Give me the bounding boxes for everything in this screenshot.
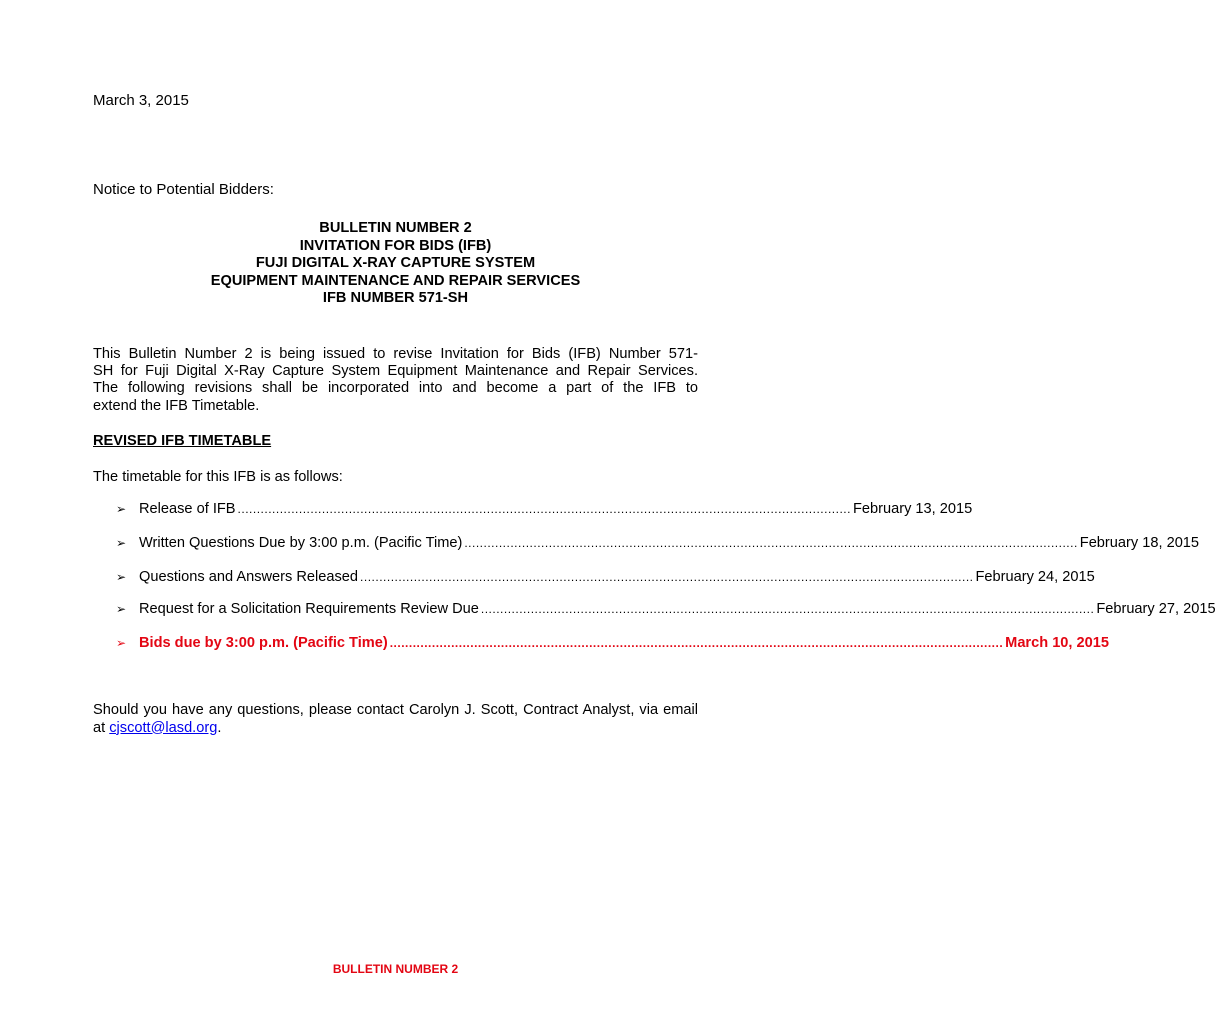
dot-leader: ................................................................................................................................................................ <box>480 602 1095 616</box>
timetable-item-date: February 18, 2015 <box>1079 535 1200 551</box>
closing-period: . <box>217 719 222 736</box>
arrow-bullet-icon: ➢ <box>116 602 127 616</box>
contact-email-link[interactable]: cjscott@lasd.org <box>109 719 218 736</box>
intro-line: The following revisions shall be incorporated into and become a part of the IFB to <box>93 380 698 397</box>
timetable-item <box>116 501 973 521</box>
heading-line: IFB NUMBER 571-SH <box>322 290 469 306</box>
heading-line: BULLETIN NUMBER 2 <box>319 220 472 236</box>
dot-leader: ................................................................................................................................................................ <box>389 636 1004 650</box>
arrow-bullet-icon: ➢ <box>116 536 127 550</box>
timetable-item-date: February 27, 2015 <box>1096 601 1216 617</box>
heading-line: EQUIPMENT MAINTENANCE AND REPAIR SERVICES <box>210 272 581 289</box>
intro-line: extend the IFB Timetable. <box>93 397 260 414</box>
bulletin-heading <box>93 220 698 308</box>
timetable-item-date: March 10, 2015 <box>1005 635 1110 651</box>
timetable-item-label: Bids due by 3:00 p.m. (Pacific Time) <box>139 635 388 651</box>
closing-text: Should you have any questions, please contact Carolyn J. Scott, Contract Analyst, via email at <box>93 702 698 736</box>
heading-line: FUJI DIGITAL X-RAY CAPTURE SYSTEM <box>255 255 536 271</box>
closing-paragraph <box>93 702 698 737</box>
timetable-item-label: Request for a Solicitation Requirements Review Due <box>139 601 479 617</box>
dot-leader: ................................................................................................................................................................ <box>360 570 974 584</box>
timetable-item-date: February 24, 2015 <box>975 569 1095 585</box>
dot-leader: ................................................................................................................................................................ <box>464 536 1078 550</box>
timetable-item-label: Release of IFB <box>139 501 236 517</box>
intro-paragraph <box>93 346 698 415</box>
timetable-item-label: Written Questions Due by 3:00 p.m. (Pacific Time) <box>139 535 463 551</box>
timetable-intro: The timetable for this IFB is as follows: <box>93 469 343 485</box>
timetable-item <box>116 601 1216 621</box>
arrow-bullet-icon: ➢ <box>116 502 127 516</box>
salutation: Notice to Potential Bidders: <box>93 181 274 198</box>
arrow-bullet-icon: ➢ <box>116 570 127 584</box>
timetable-item-date: February 13, 2015 <box>852 501 973 517</box>
timetable-item <box>116 569 1095 589</box>
arrow-bullet-icon: ➢ <box>116 636 127 650</box>
intro-line: This Bulletin Number 2 is being issued to revise Invitation for Bids (IFB) Number 571- <box>93 346 698 362</box>
intro-line: SH for Fuji Digital X-Ray Capture System Equipment Maintenance and Repair Services. <box>93 363 698 380</box>
heading-line: INVITATION FOR BIDS (IFB) <box>299 237 492 254</box>
timetable-item-label: Questions and Answers Released <box>139 569 359 585</box>
timetable-item <box>116 535 1200 555</box>
section-title: REVISED IFB TIMETABLE <box>93 433 272 449</box>
document-date: March 3, 2015 <box>93 92 189 109</box>
timetable-item-highlight <box>116 635 1110 655</box>
dot-leader: ................................................................................................................................................................ <box>237 502 851 516</box>
page-footer: BULLETIN NUMBER 2 <box>332 962 459 976</box>
